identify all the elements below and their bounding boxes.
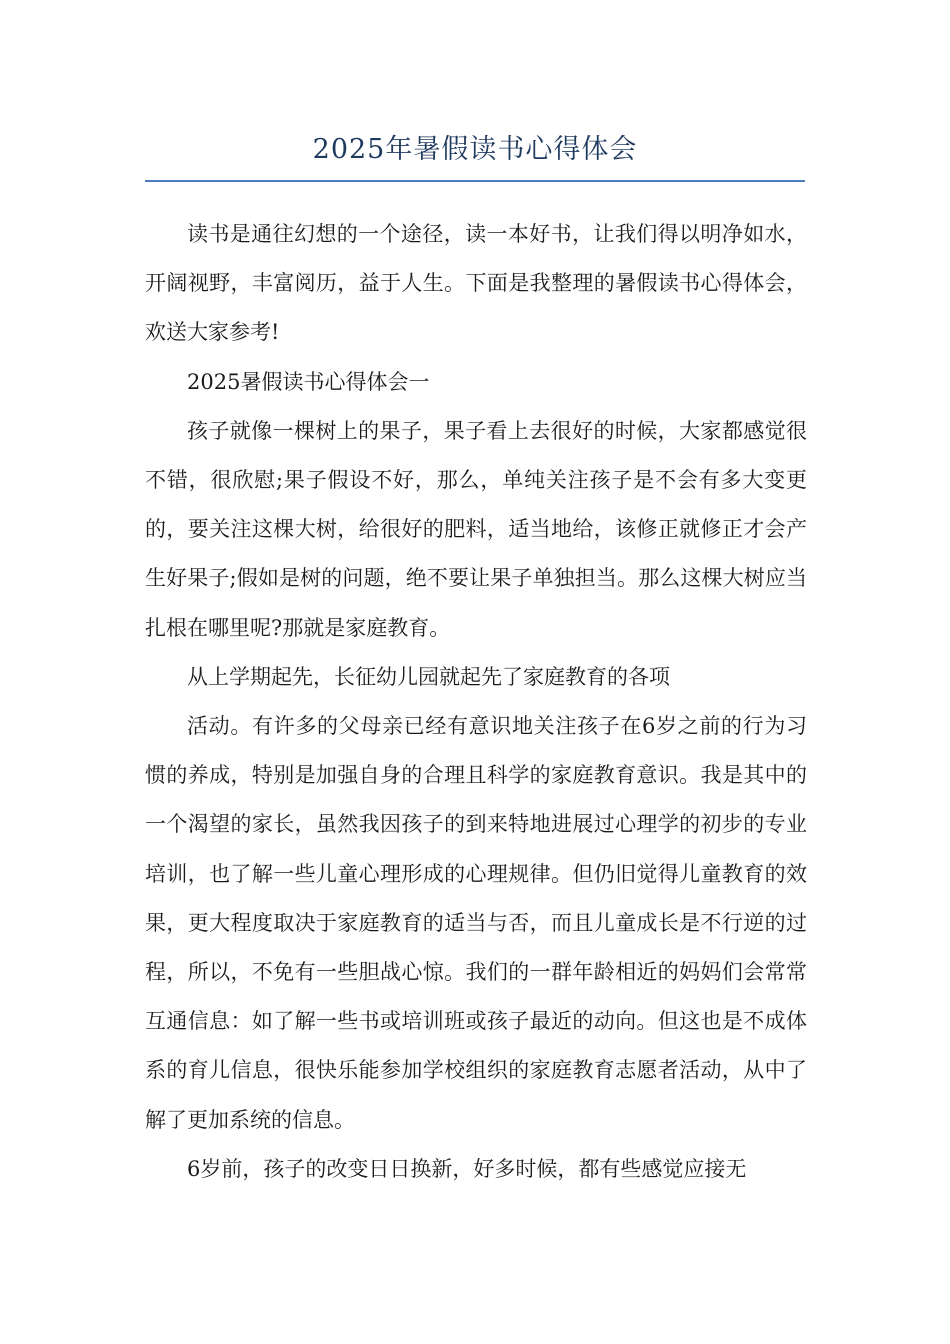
title-divider bbox=[145, 180, 805, 182]
document-body bbox=[145, 210, 807, 1194]
document-title: 2025年暑假读书心得体会 bbox=[312, 134, 638, 165]
section-heading: 2025暑假读书心得体会一 bbox=[187, 369, 430, 394]
body-paragraph: 从上学期起先，长征幼儿园就起先了家庭教育的各项 bbox=[187, 664, 670, 689]
intro-paragraph: 读书是通往幻想的一个途径，读一本好书，让我们得以明净如水，开阔视野，丰富阅历，益于人生。下面是我整理的暑假读书心得体会，欢送大家参考! bbox=[145, 222, 807, 345]
body-paragraph: 6岁前，孩子的改变日日换新，好多时候，都有些感觉应接无 bbox=[187, 1156, 747, 1181]
body-paragraph: 活动。有许多的父母亲已经有意识地关注孩子在6岁之前的行为习惯的养成，特别是加强自身的合理且科学的家庭教育意识。我是其中的一个渴望的家长，虽然我因孩子的到来特地进展过心理学的初步的专业培训，也了解一些儿童心理形成的心理规律。但仍旧觉得儿童教育的效果，更大程度取决于家庭教育的适当与否，而且儿童成长是不行逆的过程，所以，不免有一些胆战心惊。我们的一群年龄相近的妈妈们会常常互通信息：如了解一些书或培训班或孩子最近的动向。但这也是不成体系的育儿信息，很快乐能参加学校组织的家庭教育志愿者活动，从中了解了更加系统的信息。 bbox=[145, 714, 807, 1132]
body-paragraph: 孩子就像一棵树上的果子，果子看上去很好的时候，大家都感觉很不错，很欣慰;果子假设不好，那么，单纯关注孩子是不会有多大变更的，要关注这棵大树，给很好的肥料，适当地给，该修正就修正才会产生好果子;假如是树的问题，绝不要让果子单独担当。那么这棵大树应当扎根在哪里呢?那就是家庭教育。 bbox=[145, 418, 807, 640]
